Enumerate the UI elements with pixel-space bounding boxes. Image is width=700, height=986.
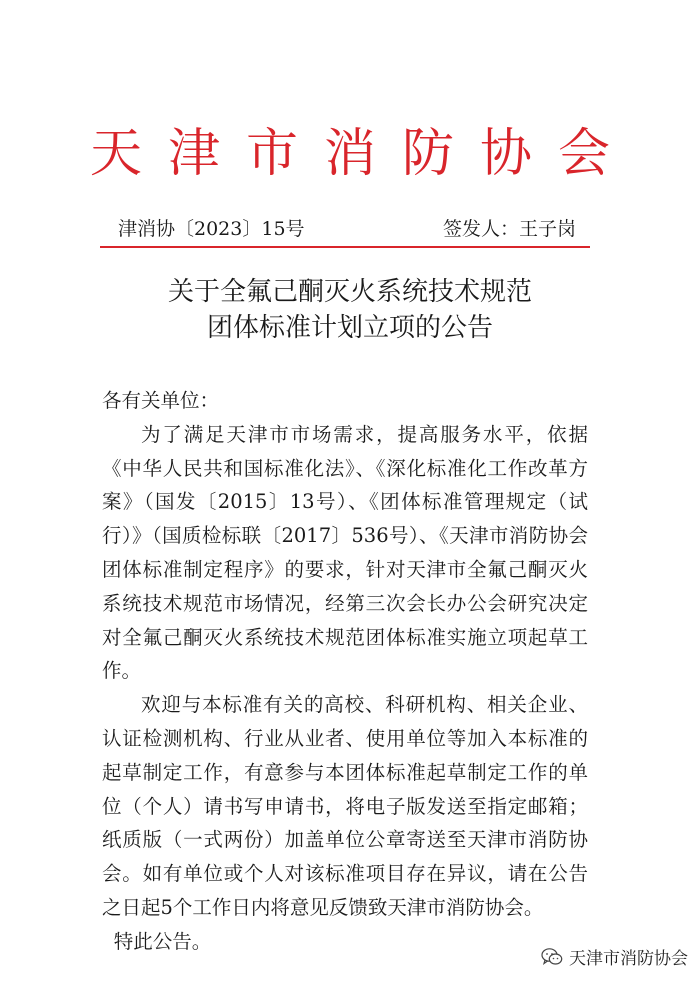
notice-title-line1: 关于全氟己酮灭火系统技术规范 bbox=[167, 277, 532, 307]
body-paragraph-2: 欢迎与本标准有关的高校、科研机构、相关企业、认证检测机构、行业从业者、使用单位等加入本标准的起草制定工作，有意参与本团体标准起草制定工作的单位（个人）请书写申请书，将电子版发送至指定邮箱；纸质版（一式两份）加盖单位公章寄送至天津市消防协会。如有单位或个人对该标准项目存在异议，请在公告之日起5个工作日内将意见反馈致天津市消防协会。 bbox=[102, 693, 588, 919]
wechat-watermark bbox=[541, 944, 688, 969]
document-number: 津消协〔2023〕15号 bbox=[118, 218, 305, 240]
salutation: 各有关单位： bbox=[102, 389, 220, 412]
notice-title-line2: 团体标准计划立项的公告 bbox=[206, 313, 493, 343]
watermark-text: 天津市消防协会 bbox=[569, 949, 688, 968]
document-meta-row bbox=[100, 214, 590, 244]
notice-title bbox=[0, 274, 700, 346]
signatory: 签发人：王子岗 bbox=[442, 218, 576, 240]
red-divider-line bbox=[100, 246, 590, 248]
issuer-header-title: 天津市消防协会 bbox=[89, 124, 636, 184]
closing-line: 特此公告。 bbox=[113, 929, 212, 953]
notice-body bbox=[102, 384, 588, 959]
wechat-icon bbox=[541, 947, 563, 967]
body-paragraph-1: 为了满足天津市市场需求，提高服务水平，依据《中华人民共和国标准化法》、《深化标准化工作改革方案》（国发〔2015〕13号）、《团体标准管理规定（试行）》（国质检标联〔2017〕536号）、《天津市消防协会团体标准制定程序》的要求，针对天津市全氟己酮灭火系统技术规范市场情况，经第三次会长办公会研究决定对全氟己酮灭火系统技术规范团体标准实施立项起草工作。 bbox=[102, 422, 588, 683]
